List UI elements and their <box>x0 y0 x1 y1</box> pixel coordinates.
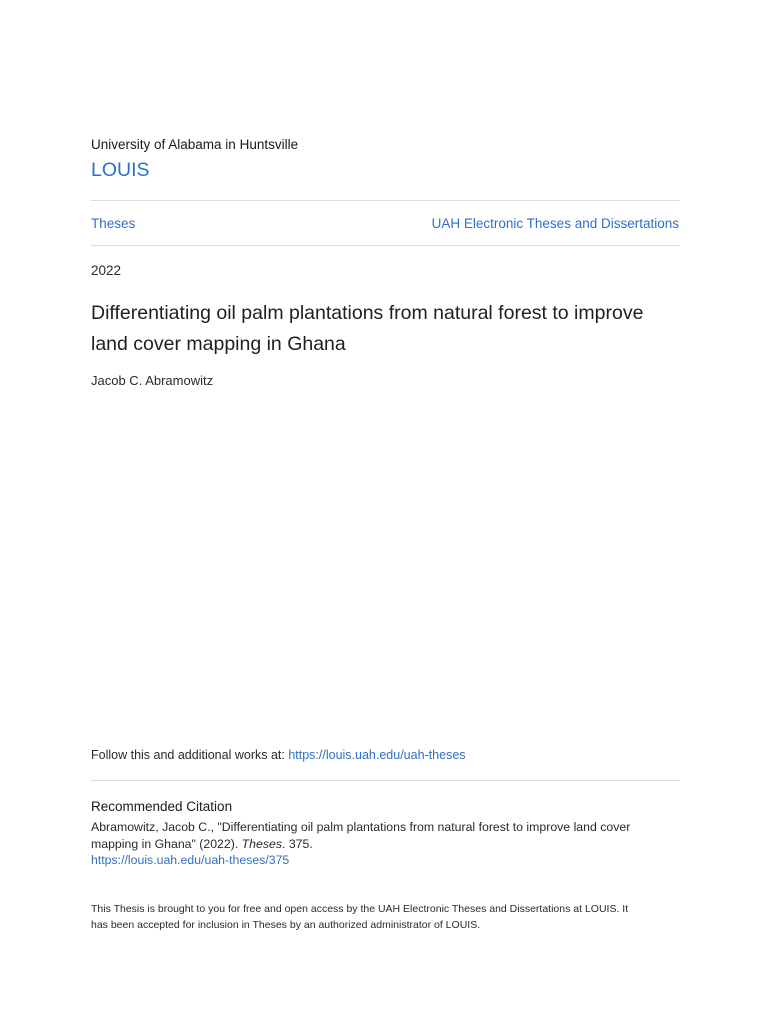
follow-line <box>91 748 466 762</box>
citation-text-part: . 375. <box>281 836 313 851</box>
citation-line <box>91 836 681 853</box>
access-notice <box>91 902 681 933</box>
citation-text <box>91 819 681 869</box>
divider <box>91 780 680 781</box>
divider <box>91 245 680 246</box>
follow-url-link[interactable]: https://louis.uah.edu/uah-theses <box>288 748 466 762</box>
title-line: land cover mapping in Ghana <box>91 333 346 355</box>
citation-series: Theses <box>241 836 282 851</box>
repository-link[interactable]: LOUIS <box>91 159 150 181</box>
citation-url-link[interactable]: https://louis.uah.edu/uah-theses/375 <box>91 853 290 867</box>
notice-line: has been accepted for inclusion in Theses by an authorized administrator of LOUIS. <box>91 918 481 931</box>
document-title <box>91 298 691 360</box>
author-name: Jacob C. Abramowitz <box>91 373 214 388</box>
citation-line: Abramowitz, Jacob C., "Differentiating oil palm plantations from natural forest to improve land cover <box>91 820 631 834</box>
citation-text-part: mapping in Ghana" (2022). <box>91 836 242 851</box>
breadcrumb-collection-link[interactable]: UAH Electronic Theses and Dissertations <box>431 216 679 231</box>
recommended-citation-heading: Recommended Citation <box>91 799 233 814</box>
notice-line: This Thesis is brought to you for free and open access by the UAH Electronic Theses and Dissertations at LOUIS. It <box>91 903 629 915</box>
institution-name: University of Alabama in Huntsville <box>91 137 299 152</box>
follow-prefix: Follow this and additional works at: <box>91 748 289 762</box>
publication-year: 2022 <box>91 263 122 278</box>
title-line: Differentiating oil palm plantations from natural forest to improve <box>91 302 644 324</box>
divider <box>91 200 680 201</box>
breadcrumb-theses-link[interactable]: Theses <box>91 216 136 231</box>
